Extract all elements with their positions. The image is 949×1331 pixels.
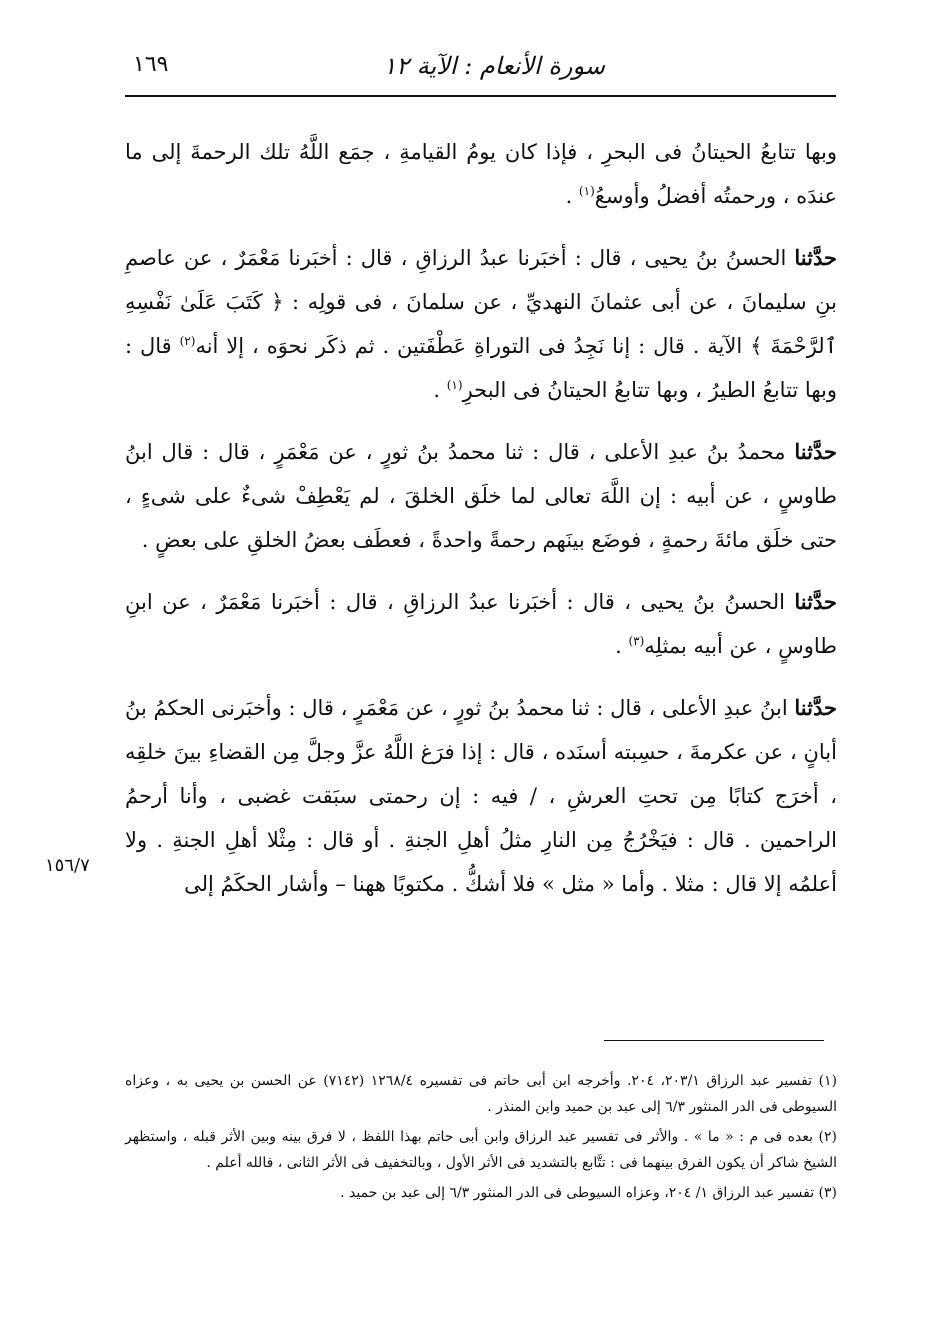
paragraph-5 — [125, 686, 837, 906]
page-header — [125, 52, 835, 88]
footnote-2: (٢) بعده فى م : « ما » . والأثر فى تفسير عبد الرزاق وابن أبى حاتم بهذا اللفظ ، لا فرق بينه وبين الأثر قبله ، واستظهر الشيخ شاكر أن يكون الفرق بينهما فى : تتَّابع بالتشديد فى الأثر الأول ، وبالتخفيف فى الأثر الثانى ، فالله أعلم . — [125, 1129, 837, 1171]
footnote-ref: (٣) — [628, 634, 645, 648]
paragraph-tail: . — [565, 184, 579, 208]
paragraph-text: ابنُ عبدِ الأعلى ، قال : ثنا محمدُ بنُ ثورٍ ، عن مَعْمَرٍ ، قال : وأخبَرنى الحكمُ بنُ أبانٍ ، عن عكرمةَ ، حسِبته أسنَده ، قال : إذا فرَغ اللَّهُ عزَّ وجلَّ مِن القضاءِ بينَ خلقِه ، أخرَج كتابًا مِن تحتِ العرشِ ، / فيه : إن رحمتى سبَقت غضبى ، وأنا أرحمُ الراحمين . قال : فيَخْرُجُ مِن النارِ مثلُ أهلِ الجنةِ . أو قال : مِثْلا أهلِ الجنةِ . ولا أعلمُه إلا قال : مثلا . وأما « مثل » فلا أشكُّ . مكتوبًا ههنا – وأشار الحكَمُ إلى — [125, 696, 837, 896]
footnote-ref: (١) — [578, 184, 595, 198]
footnote-ref: (٢) — [179, 334, 196, 348]
paragraph-lead: حدَّثنا — [794, 695, 837, 720]
running-title: سورة الأنعام : الآية ١٢ — [383, 52, 605, 80]
paragraph-tail: . — [615, 634, 629, 658]
main-text — [125, 130, 837, 924]
paragraph-lead: حدَّثنا — [794, 439, 837, 464]
paragraph-2 — [125, 236, 837, 412]
paragraph-text: وبها تتابعُ الحيتانُ فى البحرِ ، فإذا كان يومُ القيامةِ ، جمَع اللَّهُ تلك الرحمةَ إلى ما عندَه ، ورحمتُه أفضلُ وأوسعُ — [125, 140, 837, 208]
paragraph-4 — [125, 580, 837, 668]
margin-page-reference: ١٥٦/٧ — [45, 855, 90, 876]
footnote-3: (٣) تفسير عبد الرزاق ١/ ٢٠٤، وعزاه السيوطى فى الدر المنثور ٦/٣ إلى عبد بن حميد . — [340, 1185, 837, 1201]
paragraph-lead: حدَّثنا — [794, 589, 837, 614]
header-rule — [125, 95, 836, 97]
paragraph-tail: . — [433, 378, 447, 402]
paragraph-tail: قال : وبها تتابعُ الطيرُ ، وبها تتابعُ الحيتانُ فى البحرِ — [125, 334, 837, 402]
footnotes — [125, 1068, 837, 1210]
paragraph-lead: حدَّثنا — [794, 245, 837, 270]
footnote-rule — [604, 1040, 824, 1041]
paragraph-1 — [125, 130, 837, 218]
page-number: ١٦٩ — [133, 52, 169, 77]
paragraph-3 — [125, 430, 837, 562]
paragraph-text: الحسنُ بنُ يحيى ، قال : أخبَرنا عبدُ الرزاقِ ، قال : أخبَرنا مَعْمَرٌ ، عن ابنِ طاوسٍ ، عن أبيه بمثلِه — [125, 590, 837, 658]
paragraph-text: الحسنُ بنُ يحيى ، قال : أخبَرنا عبدُ الرزاقِ ، قال : أخبَرنا مَعْمَرٌ ، عن عاصمِ بنِ سليمانَ ، عن أبى عثمانَ النهديِّ ، عن سلمانَ ، فى قولِه : ﴿ كَتَبَ عَلَىٰ نَفْسِهِ ٱلرَّحْمَةَ ﴾ الآية . قال : إنا نَجِدُ فى التوراةِ عَطْفَتين . ثم ذكَر نحوَه ، إلا أنه — [125, 246, 837, 358]
footnote-1: (١) تفسير عبد الرزاق ٢٠٣/١، ٢٠٤. وأخرجه ابن أبى حاتم فى تفسيره ١٢٦٨/٤ (٧١٤٢) عن الحسن بن يحيى به ، وعزاه السيوطى فى الدر المنثور ٦/٣ إلى عبد بن حميد وابن المنذر . — [125, 1073, 838, 1115]
footnote-ref: (١) — [446, 378, 463, 392]
paragraph-text: محمدُ بنُ عبدِ الأعلى ، قال : ثنا محمدُ بنُ ثورٍ ، عن مَعْمَرٍ ، قال : قال ابنُ طاوسٍ ، عن أبيه : إن اللَّهَ تعالى لما خلَق الخلقَ ، لم يَعْطِفْ شىءٌ على شىءٍ ، حتى خلَق مائةَ رحمةٍ ، فوضَع بينَهم رحمةً واحدةً ، فعطَف بعضُ الخلقِ على بعضٍ . — [125, 440, 837, 552]
